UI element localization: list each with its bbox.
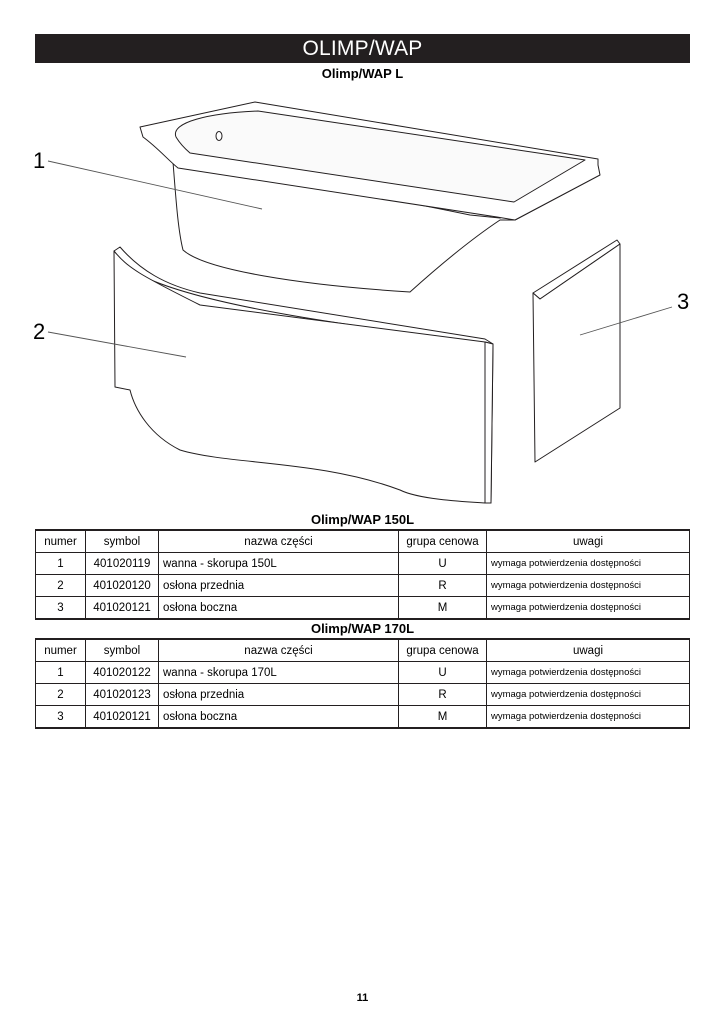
cell-symbol: 401020120 [86,575,159,597]
table-row [36,575,690,597]
cell-nazwa: osłona boczna [159,706,399,729]
cell-nazwa: osłona przednia [159,684,399,706]
parts-table-170l [35,638,690,729]
cell-numer: 2 [36,684,86,706]
column-header-numer: numer [36,530,86,553]
cell-uwagi: wymaga potwierdzenia dostępności [487,575,690,597]
column-header-uwagi: uwagi [487,530,690,553]
column-header-numer: numer [36,639,86,662]
model-subtitle: Olimp/WAP L [321,66,404,81]
cell-numer: 3 [36,597,86,620]
front-panel-edge [485,342,493,503]
column-header-grupa: grupa cenowa [399,530,487,553]
cell-uwagi: wymaga potwierdzenia dostępności [487,684,690,706]
section-title-170l: Olimp/WAP 170L [310,621,415,636]
page-title: OLIMP/WAP [302,37,423,60]
column-header-nazwa: nazwa części [159,639,399,662]
cell-symbol: 401020123 [86,684,159,706]
table-row [36,553,690,575]
table-header-row [36,530,690,553]
table-row [36,706,690,729]
table-row [36,662,690,684]
cell-uwagi: wymaga potwierdzenia dostępności [487,706,690,729]
cell-grupa: M [399,706,487,729]
cell-grupa: U [399,662,487,684]
callout-3: 3 [677,289,690,314]
cell-uwagi: wymaga potwierdzenia dostępności [487,662,690,684]
cell-numer: 3 [36,706,86,729]
cell-numer: 2 [36,575,86,597]
cell-symbol: 401020121 [86,706,159,729]
cell-numer: 1 [36,662,86,684]
cell-grupa: R [399,575,487,597]
page-number: 11 [356,992,369,1004]
section-title-150l: Olimp/WAP 150L [310,512,415,527]
page-title-bar [35,34,690,63]
column-header-grupa: grupa cenowa [399,639,487,662]
cell-numer: 1 [36,553,86,575]
cell-symbol: 401020119 [86,553,159,575]
callout-1: 1 [33,148,46,173]
column-header-symbol: symbol [86,530,159,553]
cell-uwagi: wymaga potwierdzenia dostępności [487,553,690,575]
table-row [36,597,690,620]
cell-grupa: M [399,597,487,620]
exploded-bathtub-diagram [0,80,725,510]
overflow-hole [216,132,222,141]
cell-grupa: R [399,684,487,706]
column-header-uwagi: uwagi [487,639,690,662]
cell-symbol: 401020121 [86,597,159,620]
front-panel-face [114,251,493,503]
side-panel-face [533,244,620,462]
table-header-row [36,639,690,662]
cell-nazwa: wanna - skorupa 170L [159,662,399,684]
table-row [36,684,690,706]
cell-symbol: 401020122 [86,662,159,684]
cell-nazwa: wanna - skorupa 150L [159,553,399,575]
parts-table-150l [35,529,690,620]
cell-grupa: U [399,553,487,575]
cell-nazwa: osłona przednia [159,575,399,597]
column-header-symbol: symbol [86,639,159,662]
callout-2: 2 [33,319,46,344]
column-header-nazwa: nazwa części [159,530,399,553]
cell-nazwa: osłona boczna [159,597,399,620]
cell-uwagi: wymaga potwierdzenia dostępności [487,597,690,620]
